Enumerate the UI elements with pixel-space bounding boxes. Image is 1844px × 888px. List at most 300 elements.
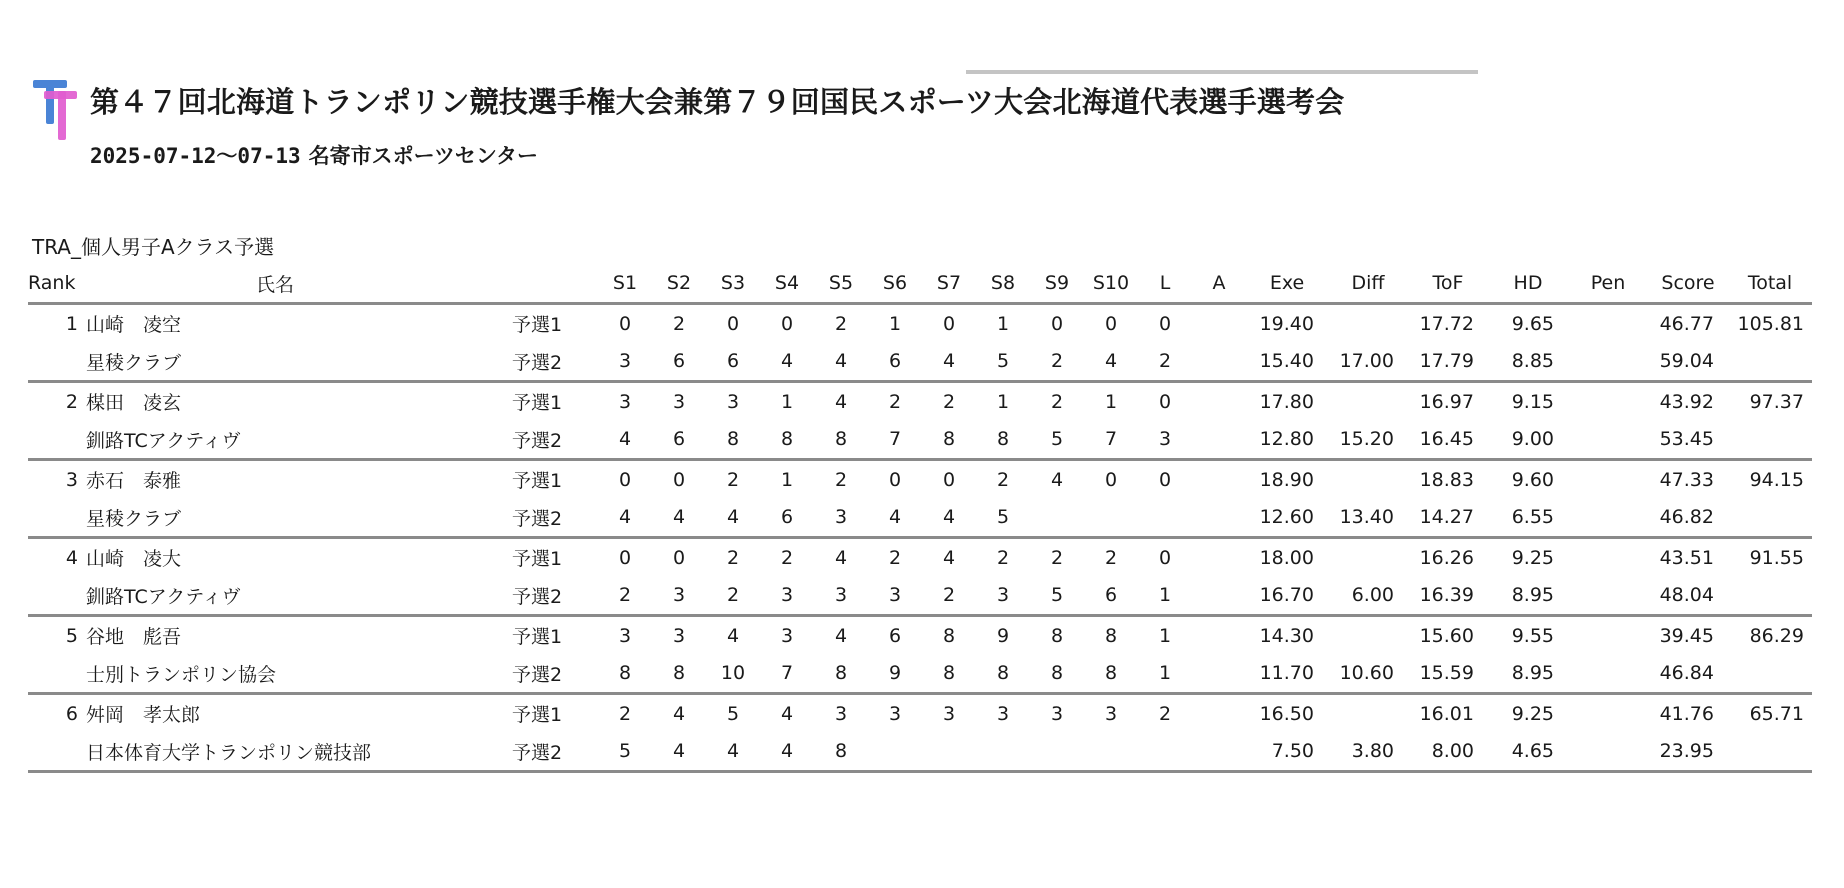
exe-score: 7.50 bbox=[1246, 733, 1328, 772]
round-label: 予選2 bbox=[498, 733, 598, 772]
rank-cell-empty bbox=[28, 577, 86, 616]
horizontal-displacement: 9.25 bbox=[1511, 702, 1554, 725]
element-score: 5 bbox=[598, 733, 652, 772]
penalty bbox=[1568, 460, 1648, 499]
element-score: 4 bbox=[814, 343, 868, 382]
horizontal-displacement: 9.55 bbox=[1511, 624, 1554, 647]
element-score: 1 bbox=[780, 390, 794, 413]
athlete-name: 山崎 凌大 bbox=[86, 548, 182, 571]
element-score bbox=[868, 733, 922, 772]
round-label: 予選1 bbox=[512, 392, 563, 415]
element-score: 2 bbox=[706, 577, 760, 616]
element-score: 3 bbox=[618, 390, 632, 413]
column-header-hd: HD bbox=[1488, 264, 1568, 304]
trampoline-logo-icon bbox=[30, 78, 80, 142]
rank-cell: 6 bbox=[65, 702, 78, 725]
element-score: 1 bbox=[1104, 390, 1118, 413]
element-score: 0 bbox=[942, 468, 956, 491]
element-score: 4 bbox=[922, 343, 976, 382]
column-header-total: Total bbox=[1728, 264, 1812, 304]
element-score: 8 bbox=[1050, 624, 1064, 647]
rank-cell-empty bbox=[28, 343, 86, 382]
element-score: 8 bbox=[814, 421, 868, 460]
element-score: 2 bbox=[726, 546, 740, 569]
athlete-name: 山崎 凌空 bbox=[86, 314, 182, 337]
results-body bbox=[28, 304, 1812, 772]
element-score: 3 bbox=[814, 577, 868, 616]
element-score: 2 bbox=[726, 468, 740, 491]
horizontal-displacement: 8.85 bbox=[1488, 343, 1568, 382]
element-score: 7 bbox=[868, 421, 922, 460]
round-score: 41.76 bbox=[1659, 702, 1714, 725]
element-score: 1 bbox=[1138, 655, 1192, 694]
athlete-name: 楳田 凌玄 bbox=[86, 392, 182, 415]
total-score-empty bbox=[1728, 577, 1812, 616]
round-label: 予選2 bbox=[498, 499, 598, 538]
element-score: 3 bbox=[726, 390, 740, 413]
element-score: 6 bbox=[652, 421, 706, 460]
club-name: 士別トランポリン協会 bbox=[86, 655, 498, 694]
element-score: 2 bbox=[780, 546, 794, 569]
element-score: 8 bbox=[976, 655, 1030, 694]
difficulty-score: 6.00 bbox=[1328, 577, 1408, 616]
element-score: 3 bbox=[672, 624, 686, 647]
column-header-s10: S10 bbox=[1084, 264, 1138, 304]
element-score: 2 bbox=[618, 702, 632, 725]
rank-cell: 1 bbox=[65, 312, 78, 335]
round-score: 53.45 bbox=[1648, 421, 1728, 460]
difficulty-score: 13.40 bbox=[1328, 499, 1408, 538]
total-score: 65.71 bbox=[1749, 702, 1804, 725]
element-score: 9 bbox=[868, 655, 922, 694]
round-label: 予選1 bbox=[512, 470, 563, 493]
element-score: 0 bbox=[672, 546, 686, 569]
round-label: 予選1 bbox=[512, 704, 563, 727]
round-label: 予選1 bbox=[512, 626, 563, 649]
element-score: 3 bbox=[672, 390, 686, 413]
element-score: 7 bbox=[1084, 421, 1138, 460]
event-venue: 名寄市スポーツセンター bbox=[308, 144, 538, 168]
element-score: 4 bbox=[1084, 343, 1138, 382]
element-score: 0 bbox=[618, 546, 632, 569]
exe-score: 11.70 bbox=[1246, 655, 1328, 694]
table-row bbox=[28, 616, 1812, 655]
horizontal-displacement: 6.55 bbox=[1488, 499, 1568, 538]
penalty bbox=[1568, 499, 1648, 538]
element-score: 2 bbox=[942, 390, 956, 413]
element-score: 3 bbox=[1104, 702, 1118, 725]
time-of-flight: 17.79 bbox=[1408, 343, 1488, 382]
element-score: 3 bbox=[996, 702, 1010, 725]
element-score: 0 bbox=[726, 312, 740, 335]
header-decoration-line bbox=[966, 70, 1478, 74]
difficulty-score: 10.60 bbox=[1328, 655, 1408, 694]
element-score: 2 bbox=[672, 312, 686, 335]
column-header-rank: Rank bbox=[28, 264, 86, 304]
exe-score: 15.40 bbox=[1246, 343, 1328, 382]
time-of-flight: 16.26 bbox=[1419, 546, 1474, 569]
element-score: 2 bbox=[888, 546, 902, 569]
element-score: 2 bbox=[922, 577, 976, 616]
element-score: 3 bbox=[1050, 702, 1064, 725]
horizontal-displacement: 9.00 bbox=[1488, 421, 1568, 460]
rank-cell-empty bbox=[28, 655, 86, 694]
element-score bbox=[1192, 733, 1246, 772]
element-score bbox=[1192, 304, 1246, 343]
element-score: 6 bbox=[652, 343, 706, 382]
round-score: 46.77 bbox=[1659, 312, 1714, 335]
element-score: 2 bbox=[1138, 343, 1192, 382]
element-score bbox=[1192, 343, 1246, 382]
element-score: 8 bbox=[652, 655, 706, 694]
element-score bbox=[1030, 733, 1084, 772]
element-score: 2 bbox=[1050, 390, 1064, 413]
element-score bbox=[1192, 694, 1246, 733]
exe-score: 12.60 bbox=[1246, 499, 1328, 538]
event-info bbox=[90, 140, 538, 170]
table-row bbox=[28, 460, 1812, 499]
element-score: 4 bbox=[834, 390, 848, 413]
element-score: 0 bbox=[888, 468, 902, 491]
element-score: 5 bbox=[976, 499, 1030, 538]
time-of-flight: 16.97 bbox=[1419, 390, 1474, 413]
element-score: 4 bbox=[780, 702, 794, 725]
element-score: 8 bbox=[814, 655, 868, 694]
element-score: 4 bbox=[652, 733, 706, 772]
element-score: 3 bbox=[618, 624, 632, 647]
element-score: 4 bbox=[760, 343, 814, 382]
time-of-flight: 18.83 bbox=[1419, 468, 1474, 491]
round-score: 43.51 bbox=[1659, 546, 1714, 569]
column-header-a: A bbox=[1192, 264, 1246, 304]
element-score bbox=[1192, 382, 1246, 421]
round-score: 59.04 bbox=[1648, 343, 1728, 382]
element-score: 8 bbox=[598, 655, 652, 694]
element-score bbox=[1084, 733, 1138, 772]
club-name: 日本体育大学トランポリン競技部 bbox=[86, 733, 498, 772]
time-of-flight: 15.60 bbox=[1419, 624, 1474, 647]
element-score: 4 bbox=[598, 499, 652, 538]
element-score: 8 bbox=[1030, 655, 1084, 694]
time-of-flight: 8.00 bbox=[1408, 733, 1488, 772]
element-score: 2 bbox=[598, 577, 652, 616]
penalty bbox=[1568, 733, 1648, 772]
round-label: 予選1 bbox=[512, 314, 563, 337]
athlete-name: 舛岡 孝太郎 bbox=[86, 704, 201, 727]
element-score bbox=[1192, 577, 1246, 616]
penalty bbox=[1568, 577, 1648, 616]
results-table bbox=[28, 264, 1812, 773]
rank-cell-empty bbox=[28, 499, 86, 538]
column-header-diff: Diff bbox=[1328, 264, 1408, 304]
element-score: 8 bbox=[814, 733, 868, 772]
element-score: 8 bbox=[760, 421, 814, 460]
horizontal-displacement: 4.65 bbox=[1488, 733, 1568, 772]
element-score: 0 bbox=[1158, 390, 1172, 413]
exe-score: 18.00 bbox=[1259, 546, 1314, 569]
time-of-flight: 16.45 bbox=[1408, 421, 1488, 460]
element-score: 6 bbox=[888, 624, 902, 647]
difficulty-score bbox=[1328, 694, 1408, 733]
element-score: 6 bbox=[1084, 577, 1138, 616]
penalty bbox=[1568, 694, 1648, 733]
element-score: 3 bbox=[868, 577, 922, 616]
element-score: 3 bbox=[760, 577, 814, 616]
round-score: 39.45 bbox=[1659, 624, 1714, 647]
column-header-score: Score bbox=[1648, 264, 1728, 304]
element-score: 5 bbox=[976, 343, 1030, 382]
time-of-flight: 14.27 bbox=[1408, 499, 1488, 538]
time-of-flight: 16.01 bbox=[1419, 702, 1474, 725]
element-score: 4 bbox=[834, 546, 848, 569]
table-row bbox=[28, 655, 1812, 694]
element-score: 0 bbox=[1104, 312, 1118, 335]
element-score bbox=[976, 733, 1030, 772]
element-score: 9 bbox=[996, 624, 1010, 647]
difficulty-score: 15.20 bbox=[1328, 421, 1408, 460]
element-score: 3 bbox=[814, 499, 868, 538]
club-name: 星稜クラブ bbox=[86, 343, 498, 382]
column-header-s7: S7 bbox=[922, 264, 976, 304]
element-score: 2 bbox=[834, 468, 848, 491]
element-score: 8 bbox=[1104, 624, 1118, 647]
club-name: 釧路TCアクティヴ bbox=[86, 421, 498, 460]
element-score: 6 bbox=[760, 499, 814, 538]
element-score: 2 bbox=[996, 468, 1010, 491]
table-row bbox=[28, 499, 1812, 538]
element-score: 2 bbox=[834, 312, 848, 335]
element-score: 4 bbox=[1050, 468, 1064, 491]
column-header-s9: S9 bbox=[1030, 264, 1084, 304]
element-score: 6 bbox=[706, 343, 760, 382]
table-row bbox=[28, 421, 1812, 460]
difficulty-score bbox=[1328, 460, 1408, 499]
element-score: 3 bbox=[780, 624, 794, 647]
element-score: 1 bbox=[1138, 577, 1192, 616]
column-header-name: 氏名 bbox=[86, 264, 498, 304]
column-header-pen: Pen bbox=[1568, 264, 1648, 304]
exe-score: 18.90 bbox=[1259, 468, 1314, 491]
element-score bbox=[1192, 655, 1246, 694]
table-row bbox=[28, 304, 1812, 343]
round-label: 予選1 bbox=[512, 548, 563, 571]
column-header-s2: S2 bbox=[652, 264, 706, 304]
element-score: 8 bbox=[976, 421, 1030, 460]
element-score: 4 bbox=[760, 733, 814, 772]
total-score: 97.37 bbox=[1749, 390, 1804, 413]
element-score: 3 bbox=[652, 577, 706, 616]
table-header-row bbox=[28, 264, 1812, 304]
table-row bbox=[28, 343, 1812, 382]
round-score: 46.82 bbox=[1648, 499, 1728, 538]
element-score: 3 bbox=[976, 577, 1030, 616]
element-score: 3 bbox=[834, 702, 848, 725]
element-score: 2 bbox=[1030, 343, 1084, 382]
penalty bbox=[1568, 538, 1648, 577]
total-score-empty bbox=[1728, 499, 1812, 538]
penalty bbox=[1568, 304, 1648, 343]
round-label: 予選2 bbox=[498, 577, 598, 616]
element-score: 2 bbox=[996, 546, 1010, 569]
element-score bbox=[1138, 499, 1192, 538]
element-score: 0 bbox=[1158, 312, 1172, 335]
total-score: 105.81 bbox=[1737, 312, 1804, 335]
element-score: 0 bbox=[618, 468, 632, 491]
element-score bbox=[1084, 499, 1138, 538]
round-label: 予選2 bbox=[498, 655, 598, 694]
column-header-s4: S4 bbox=[760, 264, 814, 304]
rank-cell: 4 bbox=[65, 546, 78, 569]
element-score bbox=[1192, 421, 1246, 460]
horizontal-displacement: 9.60 bbox=[1511, 468, 1554, 491]
section-title: TRA_個人男子Aクラス予選 bbox=[32, 235, 275, 259]
total-score-empty bbox=[1728, 733, 1812, 772]
column-header-round bbox=[498, 264, 598, 304]
horizontal-displacement: 9.65 bbox=[1511, 312, 1554, 335]
total-score: 91.55 bbox=[1749, 546, 1804, 569]
element-score: 4 bbox=[726, 624, 740, 647]
table-row bbox=[28, 733, 1812, 772]
element-score: 2 bbox=[1050, 546, 1064, 569]
difficulty-score bbox=[1328, 616, 1408, 655]
element-score: 1 bbox=[780, 468, 794, 491]
element-score: 0 bbox=[618, 312, 632, 335]
time-of-flight: 16.39 bbox=[1408, 577, 1488, 616]
element-score: 1 bbox=[1158, 624, 1172, 647]
element-score: 5 bbox=[1030, 421, 1084, 460]
column-header-tof: ToF bbox=[1408, 264, 1488, 304]
element-score: 0 bbox=[1104, 468, 1118, 491]
element-score: 2 bbox=[1104, 546, 1118, 569]
penalty bbox=[1568, 382, 1648, 421]
rank-cell: 5 bbox=[65, 624, 78, 647]
table-row bbox=[28, 382, 1812, 421]
column-header-l: L bbox=[1138, 264, 1192, 304]
table-row bbox=[28, 577, 1812, 616]
exe-score: 14.30 bbox=[1259, 624, 1314, 647]
athlete-name: 谷地 彪吾 bbox=[86, 626, 182, 649]
page-title: 第４７回北海道トランポリン競技選手権大会兼第７９回国民スポーツ大会北海道代表選手選考会 bbox=[90, 85, 1345, 119]
element-score bbox=[1192, 616, 1246, 655]
round-score: 23.95 bbox=[1648, 733, 1728, 772]
element-score: 1 bbox=[996, 390, 1010, 413]
difficulty-score bbox=[1328, 382, 1408, 421]
element-score: 6 bbox=[868, 343, 922, 382]
club-name: 釧路TCアクティヴ bbox=[86, 577, 498, 616]
difficulty-score: 17.00 bbox=[1328, 343, 1408, 382]
round-label: 予選2 bbox=[498, 343, 598, 382]
element-score: 8 bbox=[942, 624, 956, 647]
element-score: 4 bbox=[942, 546, 956, 569]
element-score: 4 bbox=[706, 499, 760, 538]
element-score: 0 bbox=[672, 468, 686, 491]
element-score: 10 bbox=[706, 655, 760, 694]
table-row bbox=[28, 538, 1812, 577]
horizontal-displacement: 9.15 bbox=[1511, 390, 1554, 413]
total-score: 94.15 bbox=[1749, 468, 1804, 491]
element-score: 4 bbox=[868, 499, 922, 538]
element-score: 4 bbox=[834, 624, 848, 647]
total-score: 86.29 bbox=[1749, 624, 1804, 647]
element-score: 1 bbox=[996, 312, 1010, 335]
element-score: 5 bbox=[726, 702, 740, 725]
element-score: 0 bbox=[780, 312, 794, 335]
element-score: 3 bbox=[888, 702, 902, 725]
element-score: 4 bbox=[652, 499, 706, 538]
element-score: 1 bbox=[888, 312, 902, 335]
element-score: 3 bbox=[942, 702, 956, 725]
horizontal-displacement: 8.95 bbox=[1488, 655, 1568, 694]
round-score: 48.04 bbox=[1648, 577, 1728, 616]
penalty bbox=[1568, 616, 1648, 655]
element-score: 4 bbox=[922, 499, 976, 538]
element-score bbox=[1030, 499, 1084, 538]
round-score: 47.33 bbox=[1659, 468, 1714, 491]
round-label: 予選2 bbox=[498, 421, 598, 460]
exe-score: 12.80 bbox=[1246, 421, 1328, 460]
element-score: 8 bbox=[706, 421, 760, 460]
total-score-empty bbox=[1728, 421, 1812, 460]
element-score bbox=[922, 733, 976, 772]
penalty bbox=[1568, 421, 1648, 460]
rank-cell-empty bbox=[28, 733, 86, 772]
horizontal-displacement: 9.25 bbox=[1511, 546, 1554, 569]
exe-score: 19.40 bbox=[1259, 312, 1314, 335]
round-score: 46.84 bbox=[1648, 655, 1728, 694]
table-row bbox=[28, 694, 1812, 733]
element-score: 2 bbox=[888, 390, 902, 413]
athlete-name: 赤石 泰雅 bbox=[86, 470, 182, 493]
total-score-empty bbox=[1728, 655, 1812, 694]
column-header-s3: S3 bbox=[706, 264, 760, 304]
round-score: 43.92 bbox=[1659, 390, 1714, 413]
rank-cell: 2 bbox=[65, 390, 78, 413]
exe-score: 17.80 bbox=[1259, 390, 1314, 413]
column-header-s1: S1 bbox=[598, 264, 652, 304]
element-score: 8 bbox=[922, 655, 976, 694]
element-score: 0 bbox=[942, 312, 956, 335]
element-score: 3 bbox=[1138, 421, 1192, 460]
element-score: 8 bbox=[1084, 655, 1138, 694]
event-dates: 2025-07-12～07-13 bbox=[90, 144, 301, 168]
column-header-s8: S8 bbox=[976, 264, 1030, 304]
column-header-s5: S5 bbox=[814, 264, 868, 304]
element-score: 4 bbox=[598, 421, 652, 460]
element-score bbox=[1192, 538, 1246, 577]
rank-cell-empty bbox=[28, 421, 86, 460]
column-header-exe: Exe bbox=[1246, 264, 1328, 304]
element-score bbox=[1192, 499, 1246, 538]
exe-score: 16.70 bbox=[1246, 577, 1328, 616]
exe-score: 16.50 bbox=[1259, 702, 1314, 725]
element-score: 7 bbox=[760, 655, 814, 694]
element-score: 4 bbox=[672, 702, 686, 725]
column-header-s6: S6 bbox=[868, 264, 922, 304]
element-score: 0 bbox=[1158, 546, 1172, 569]
difficulty-score bbox=[1328, 304, 1408, 343]
element-score: 0 bbox=[1050, 312, 1064, 335]
difficulty-score: 3.80 bbox=[1328, 733, 1408, 772]
element-score: 0 bbox=[1158, 468, 1172, 491]
element-score: 3 bbox=[598, 343, 652, 382]
time-of-flight: 15.59 bbox=[1408, 655, 1488, 694]
element-score: 4 bbox=[706, 733, 760, 772]
horizontal-displacement: 8.95 bbox=[1488, 577, 1568, 616]
element-score bbox=[1138, 733, 1192, 772]
element-score: 5 bbox=[1030, 577, 1084, 616]
element-score bbox=[1192, 460, 1246, 499]
total-score-empty bbox=[1728, 343, 1812, 382]
